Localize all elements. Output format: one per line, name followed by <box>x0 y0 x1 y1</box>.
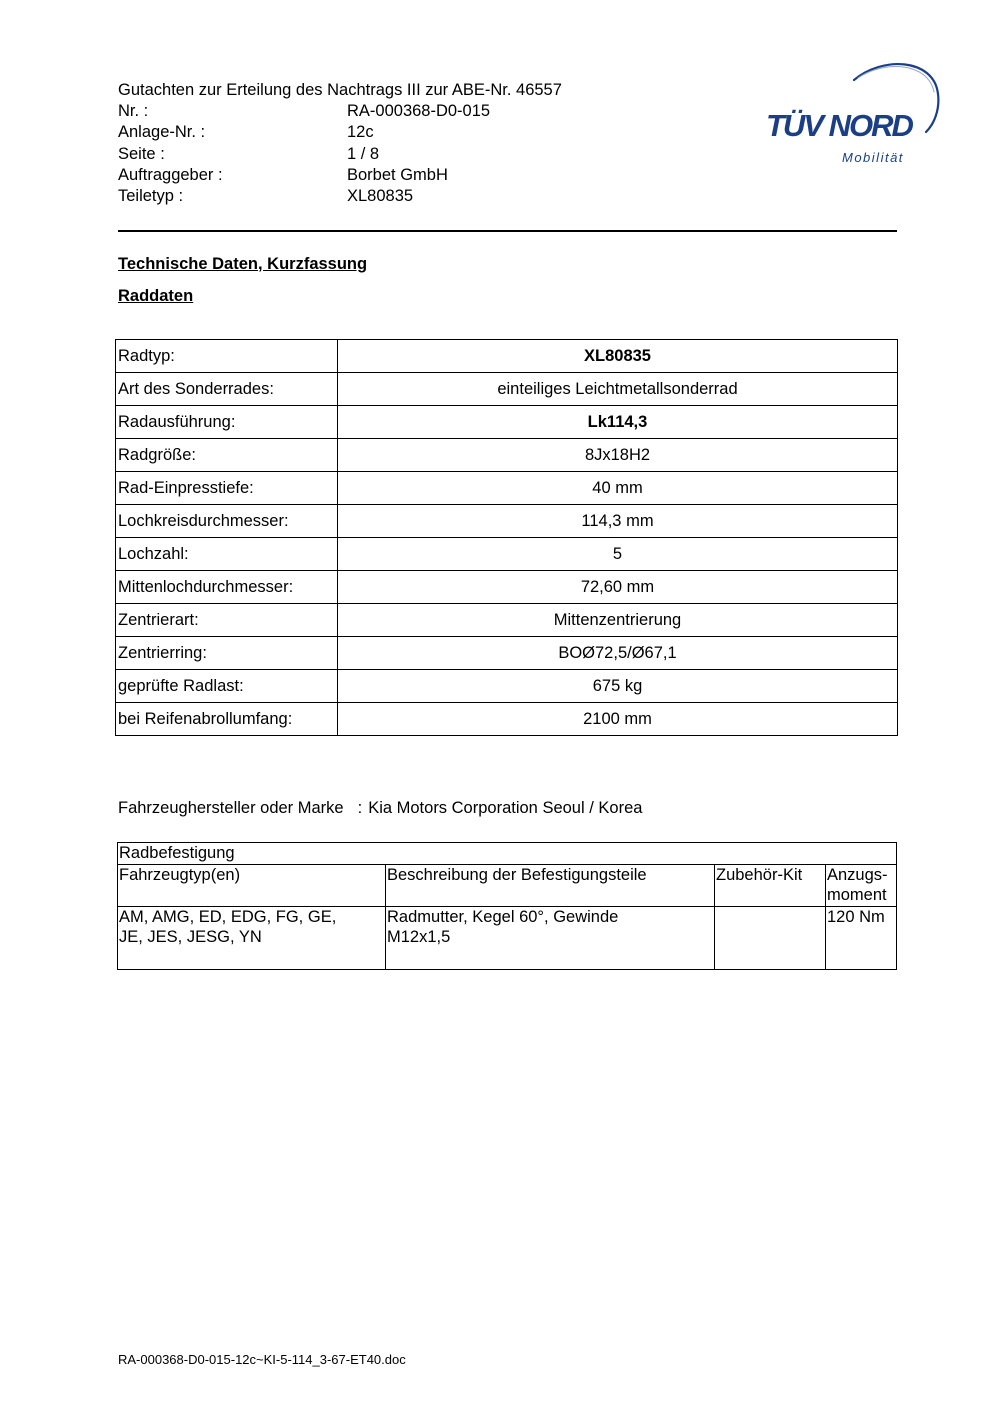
column-header-kit: Zubehör-Kit <box>715 864 826 906</box>
wheel-data-value: XL80835 <box>338 340 898 373</box>
mounting-title: Radbefestigung <box>118 843 897 865</box>
wheel-data-label: Art des Sonderrades: <box>116 373 338 406</box>
wheel-data-label: Rad-Einpresstiefe: <box>116 472 338 505</box>
logo-brand-text: TÜV NORD <box>766 108 912 143</box>
header-value: RA-000368-D0-015 <box>347 102 491 121</box>
header-value: Borbet GmbH <box>347 165 448 184</box>
tuv-nord-logo <box>762 58 942 170</box>
wheel-data-value: 2100 mm <box>338 703 898 736</box>
table-row <box>116 472 898 505</box>
table-row <box>116 406 898 439</box>
wheel-data-label: Mittenlochdurchmesser: <box>116 571 338 604</box>
wheel-data-value: Lk114,3 <box>338 406 898 439</box>
table-row <box>116 637 898 670</box>
table-row <box>116 604 898 637</box>
table-row <box>116 703 898 736</box>
header-row-seite <box>118 144 562 165</box>
vehicle-types-line: AM, AMG, ED, EDG, FG, GE, <box>119 907 337 926</box>
header-divider <box>118 230 897 232</box>
header-row-anlage <box>118 122 562 143</box>
wheel-data-value: 72,60 mm <box>338 571 898 604</box>
wheel-data-value: 40 mm <box>338 472 898 505</box>
wheel-data-label: Zentrierring: <box>116 637 338 670</box>
wheel-data-label: bei Reifenabrollumfang: <box>116 703 338 736</box>
wheel-data-label: Radtyp: <box>116 340 338 373</box>
table-row <box>116 373 898 406</box>
column-header-description: Beschreibung der Befestigungsteile <box>386 864 715 906</box>
wheel-data-value: 114,3 mm <box>338 505 898 538</box>
header-label: Seite : <box>118 144 165 163</box>
wheel-data-value: einteiliges Leichtmetallsonderrad <box>338 373 898 406</box>
column-header-vehicle-types: Fahrzeugtyp(en) <box>118 864 386 906</box>
header-value: 12c <box>347 123 374 142</box>
manufacturer-value: Kia Motors Corporation Seoul / Korea <box>368 799 643 817</box>
table-row <box>116 340 898 373</box>
header-label: Auftraggeber : <box>118 165 223 184</box>
subsection-title: Raddaten <box>118 287 194 305</box>
table-row <box>116 571 898 604</box>
wheel-data-label: Zentrierart: <box>116 604 338 637</box>
torque-header-line: Anzugs- <box>827 865 888 884</box>
torque-cell: 120 Nm <box>826 906 897 969</box>
header-row-nr <box>118 101 562 122</box>
table-row <box>116 538 898 571</box>
document-title: Gutachten zur Erteilung des Nachtrags III zur ABE-Nr. 46557 <box>118 81 562 99</box>
header-label: Anlage-Nr. : <box>118 123 206 142</box>
footer-filename: RA-000368-D0-015-12c~KI-5-114_3-67-ET40.doc <box>118 1352 406 1367</box>
table-row <box>118 906 897 969</box>
wheel-data-label: Lochkreisdurchmesser: <box>116 505 338 538</box>
document-header <box>118 80 562 207</box>
wheel-data-label: Radgröße: <box>116 439 338 472</box>
wheel-data-label: geprüfte Radlast: <box>116 670 338 703</box>
wheel-data-value: 8Jx18H2 <box>338 439 898 472</box>
table-row <box>116 505 898 538</box>
wheel-data-value: 5 <box>338 538 898 571</box>
logo-subtitle: Mobilität <box>842 150 904 165</box>
vehicle-types-line: JE, JES, JESG, YN <box>119 928 262 946</box>
wheel-mounting-table <box>117 842 897 970</box>
table-row <box>118 843 897 865</box>
wheel-data-value: 675 kg <box>338 670 898 703</box>
section-title: Technische Daten, Kurzfassung <box>118 255 368 273</box>
table-row <box>116 439 898 472</box>
header-row-auftraggeber <box>118 165 562 186</box>
wheel-data-table <box>115 339 898 736</box>
description-cell <box>386 906 715 969</box>
vehicle-manufacturer <box>118 799 642 818</box>
vehicle-types-cell <box>118 906 386 969</box>
header-value: XL80835 <box>347 187 414 206</box>
wheel-data-label: Lochzahl: <box>116 538 338 571</box>
table-row <box>116 670 898 703</box>
wheel-data-label: Radausführung: <box>116 406 338 439</box>
torque-header-line: moment <box>827 886 887 904</box>
manufacturer-separator: : <box>357 799 363 817</box>
header-row-teiletyp <box>118 186 562 207</box>
header-value: 1 / 8 <box>347 144 380 163</box>
wheel-data-value: BOØ72,5/Ø67,1 <box>338 637 898 670</box>
table-header-row <box>118 864 897 906</box>
manufacturer-label: Fahrzeughersteller oder Marke <box>118 799 344 817</box>
header-label: Teiletyp : <box>118 187 184 206</box>
header-label: Nr. : <box>118 102 149 121</box>
description-line: Radmutter, Kegel 60°, Gewinde <box>387 907 619 926</box>
description-line: M12x1,5 <box>387 928 451 946</box>
kit-cell <box>715 906 826 969</box>
wheel-data-value: Mittenzentrierung <box>338 604 898 637</box>
column-header-torque <box>826 864 897 906</box>
